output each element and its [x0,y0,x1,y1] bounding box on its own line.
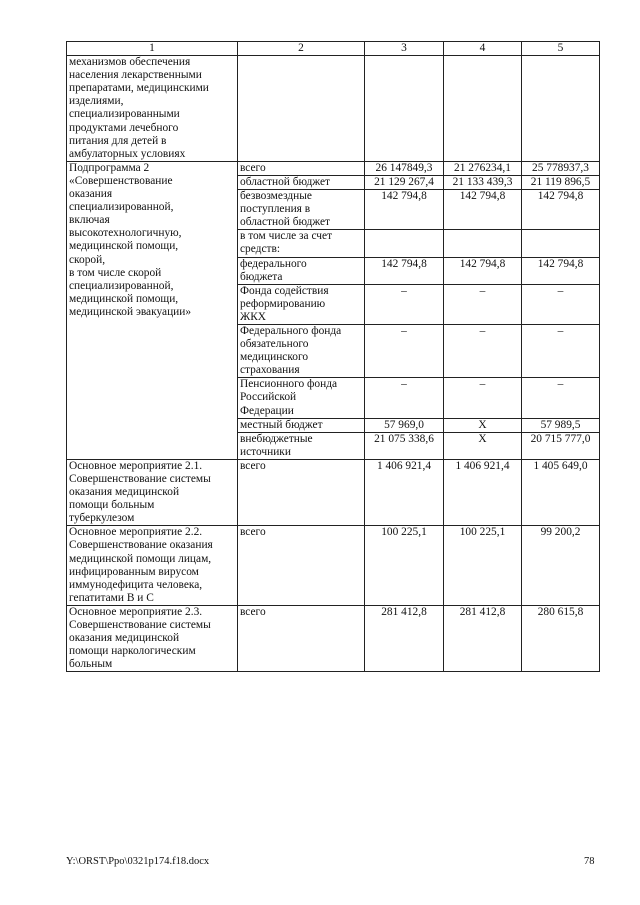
page-number: 78 [584,856,595,867]
value-cell-col3: – [365,284,444,324]
value-cell-col4: 281 412,8 [444,605,522,671]
empty-cell [365,56,444,162]
funding-source-cell: безвозмездные поступления в областной бюджет [238,190,365,230]
funding-source-cell: в том числе за счет средств: [238,230,365,257]
value-cell-col4 [444,230,522,257]
empty-cell [444,56,522,162]
value-cell-col5: – [522,378,600,418]
column-header-3: 3 [365,42,444,56]
value-cell-col3: 21 075 338,6 [365,432,444,459]
funding-source-cell: федерального бюджета [238,257,365,284]
value-cell-col3: – [365,378,444,418]
empty-cell [522,56,600,162]
value-cell-col4: 100 225,1 [444,526,522,606]
header-row [67,42,600,56]
value-cell-col3 [365,230,444,257]
value-cell-col4: 21 133 439,3 [444,175,522,189]
value-cell-col5: – [522,324,600,377]
value-cell-col5: 25 778937,3 [522,161,600,175]
value-cell-col4: – [444,324,522,377]
funding-source-cell: всего [238,459,365,525]
value-cell-col3: 26 147849,3 [365,161,444,175]
funding-source-cell: Пенсионного фонда Российской Федерации [238,378,365,418]
budget-table [66,41,600,672]
table-row [67,459,600,525]
value-cell-col4: – [444,284,522,324]
column-header-1: 1 [67,42,238,56]
value-cell-col3: 281 412,8 [365,605,444,671]
value-cell-col5: 99 200,2 [522,526,600,606]
funding-source-cell: всего [238,605,365,671]
column-header-2: 2 [238,42,365,56]
value-cell-col3: – [365,324,444,377]
value-cell-col5: 20 715 777,0 [522,432,600,459]
funding-source-cell: всего [238,526,365,606]
funding-source-cell: местный бюджет [238,418,365,432]
table-row [67,605,600,671]
value-cell-col5: 1 405 649,0 [522,459,600,525]
value-cell-col5: 142 794,8 [522,190,600,230]
value-cell-col3: 142 794,8 [365,257,444,284]
continuation-row [67,56,600,162]
value-cell-col5 [522,230,600,257]
funding-source-cell: областной бюджет [238,175,365,189]
value-cell-col4: 1 406 921,4 [444,459,522,525]
value-cell-col4: 21 276234,1 [444,161,522,175]
table-row [67,526,600,606]
value-cell-col4: Х [444,418,522,432]
empty-cell [238,56,365,162]
funding-source-cell: внебюджетные источники [238,432,365,459]
footer-file-path: Y:\ORST\Ppo\0321p174.f18.docx [66,856,210,867]
value-cell-col5: 57 989,5 [522,418,600,432]
column-header-5: 5 [522,42,600,56]
value-cell-col3: 100 225,1 [365,526,444,606]
value-cell-col5: 142 794,8 [522,257,600,284]
value-cell-col5: – [522,284,600,324]
value-cell-col3: 142 794,8 [365,190,444,230]
value-cell-col5: 21 119 896,5 [522,175,600,189]
event-name-cell: Основное мероприятие 2.2. Совершенствование оказания медицинской помощи лицам, инфицированным вирусом иммунодефицита человека, гепатитами В и С [67,526,238,606]
funding-source-cell: Федерального фонда обязательного медицинского страхования [238,324,365,377]
value-cell-col4: 142 794,8 [444,257,522,284]
event-name-cell: Основное мероприятие 2.3. Совершенствование системы оказания медицинской помощи наркологическим больным [67,605,238,671]
value-cell-col5: 280 615,8 [522,605,600,671]
value-cell-col4: 142 794,8 [444,190,522,230]
value-cell-col3: 57 969,0 [365,418,444,432]
value-cell-col4: – [444,378,522,418]
funding-source-cell: Фонда содействия реформированию ЖКХ [238,284,365,324]
value-cell-col3: 21 129 267,4 [365,175,444,189]
event-name-cell: Основное мероприятие 2.1. Совершенствование системы оказания медицинской помощи больным туберкулезом [67,459,238,525]
value-cell-col3: 1 406 921,4 [365,459,444,525]
table-row [67,161,600,175]
funding-source-cell: всего [238,161,365,175]
value-cell-col4: Х [444,432,522,459]
continuation-name-cell: механизмов обеспечения населения лекарственными препаратами, медицинскими изделиями, специализированными продуктами лечебного питания для детей в амбулаторных условиях [67,56,238,162]
column-header-4: 4 [444,42,522,56]
subprogram-name-cell: Подпрограмма 2 «Совершенствование оказания специализированной, включая высокотехнологичную, медицинской помощи, скорой, в том числе скорой специализированной, медицинской помощи, медицинской эвакуации» [67,161,238,459]
